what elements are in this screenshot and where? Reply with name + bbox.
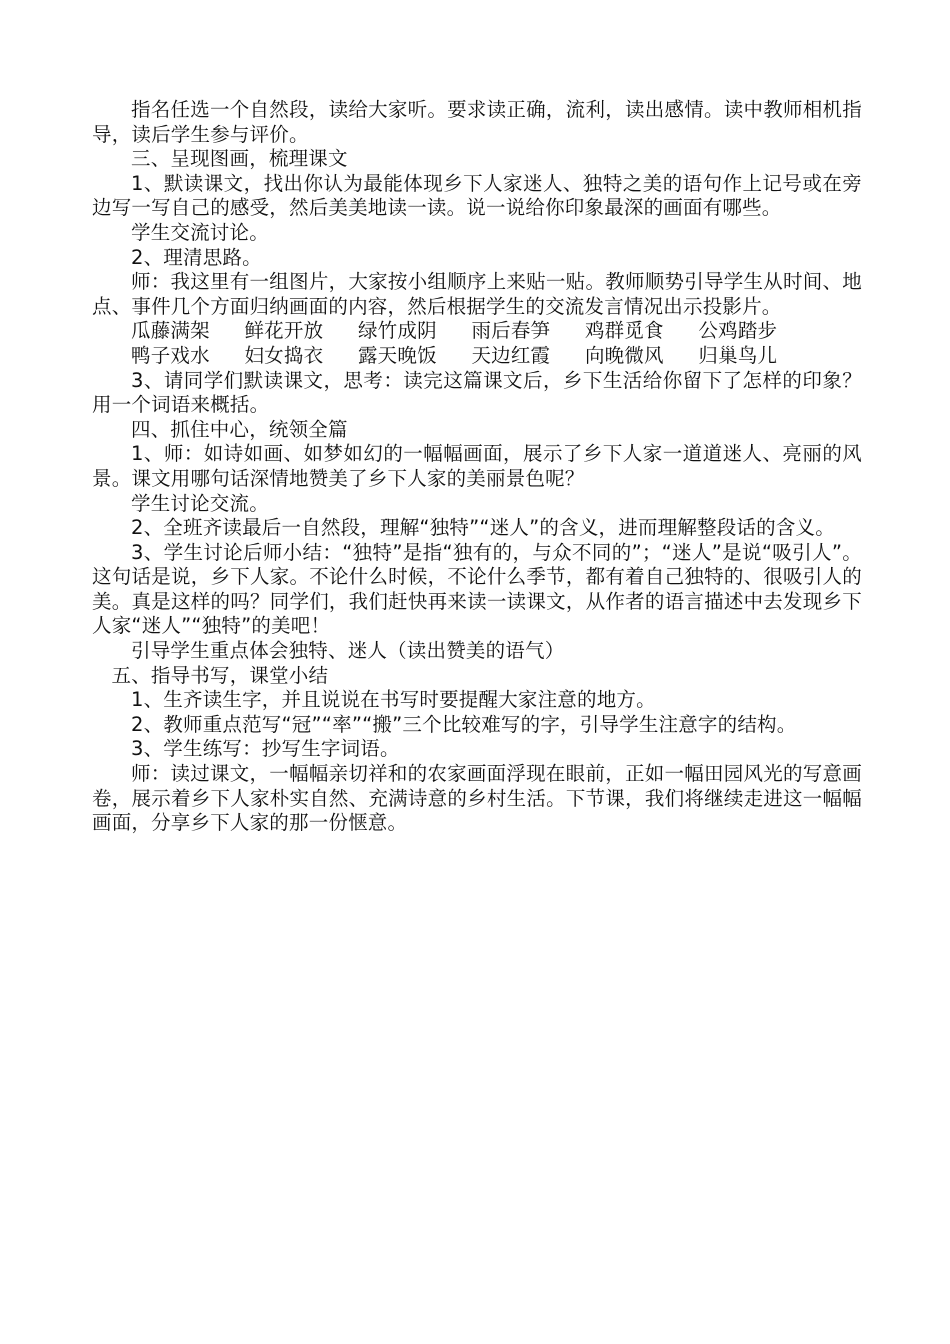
section-four-heading: 四、抓住中心，统领全篇 [131, 417, 348, 441]
paragraph-practice-writing: 3、学生练写：抄写生字词语。 [131, 737, 400, 761]
paragraph-read-characters: 1、生齐读生字，并且说说在书写时要提醒大家注意的地方。 [131, 688, 656, 712]
paragraph-model-writing: 2、教师重点范写“冠”“率”“搬”三个比较难写的字，引导学生注意字的结构。 [131, 712, 797, 736]
paragraph-closing-remarks: 师：读过课文，一幅幅亲切祥和的农家画面浮现在眼前，正如一幅田园风光的写意画卷，展示着乡下人家朴实自然、充满诗意的乡村生活。下节课，我们将继续走进这一幅幅画面，分享乡下人家的那一份惬意。 [92, 762, 862, 835]
paragraph-teacher-summary: 3、学生讨论后师小结：“独特”是指“独有的，与众不同的”；“迷人”是说“吸引人”。这句话是说，乡下人家。不论什么时候，不论什么季节，都有着自己独特的、很吸引人的美。真是这样的吗？同学们，我们赶快再来读一读课文，从作者的语言描述中去发现乡下人家“迷人”“独特”的美吧！ [92, 540, 862, 638]
word-item: 露天晚饭 [357, 343, 437, 367]
section-five-heading: 五、指导书写，课堂小结 [111, 663, 329, 687]
section-three-heading: 三、呈现图画，梳理课文 [131, 147, 348, 171]
word-row-2 [92, 344, 862, 369]
word-item: 绿竹成阴 [357, 319, 437, 343]
paragraph-silent-reading: 1、默读课文，找出你认为最能体现乡下人家迷人、独特之美的语句作上记号或在旁边写一写自己的感受，然后美美地读一读。说一说给你印象最深的画面有哪些。 [92, 171, 862, 220]
paragraph-teacher-poetic: 1、师：如诗如画、如梦如幻的一幅幅画面，展示了乡下人家一道道迷人、亮丽的风景。课文用哪句话深情地赞美了乡下人家的美丽景色呢？ [92, 442, 862, 490]
word-item: 鸡群觅食 [584, 319, 664, 343]
paragraph-clarify-thoughts: 2、理清思路。 [131, 245, 262, 269]
word-item: 公鸡踏步 [698, 319, 778, 343]
word-item: 雨后春笋 [471, 319, 551, 343]
word-item: 归巢鸟儿 [698, 343, 778, 367]
word-item: 鲜花开放 [244, 319, 324, 343]
paragraph-teacher-pictures: 师：我这里有一组图片，大家按小组顺序上来贴一贴。教师顺势引导学生从时间、地点、事件几个方面归纳画面的内容，然后根据学生的交流发言情况出示投影片。 [92, 270, 862, 318]
paragraph-reading-instruction: 指名任选一个自然段，读给大家听。要求读正确，流利，读出感情。读中教师相机指导，读后学生参与评价。 [92, 98, 862, 146]
word-item: 天边红霞 [471, 343, 551, 367]
paragraph-student-discussion: 学生交流讨论。 [131, 220, 269, 244]
paragraph-summarize-impression: 3、请同学们默读课文，思考：读完这篇课文后，乡下生活给你留下了怎样的印象？用一个词语来概括。 [92, 368, 862, 417]
word-item: 妇女捣衣 [244, 343, 324, 367]
word-item: 鸭子戏水 [131, 343, 210, 367]
word-item: 瓜藤满架 [131, 319, 210, 343]
document-page [92, 98, 862, 836]
word-item: 向晚微风 [584, 343, 664, 367]
paragraph-guide-appreciation: 引导学生重点体会独特、迷人（读出赞美的语气） [131, 639, 565, 663]
word-row-1 [92, 319, 862, 344]
paragraph-class-reading: 2、全班齐读最后一自然段，理解“独特”“迷人”的含义，进而理解整段话的含义。 [131, 516, 835, 540]
paragraph-student-exchange: 学生讨论交流。 [131, 491, 269, 515]
